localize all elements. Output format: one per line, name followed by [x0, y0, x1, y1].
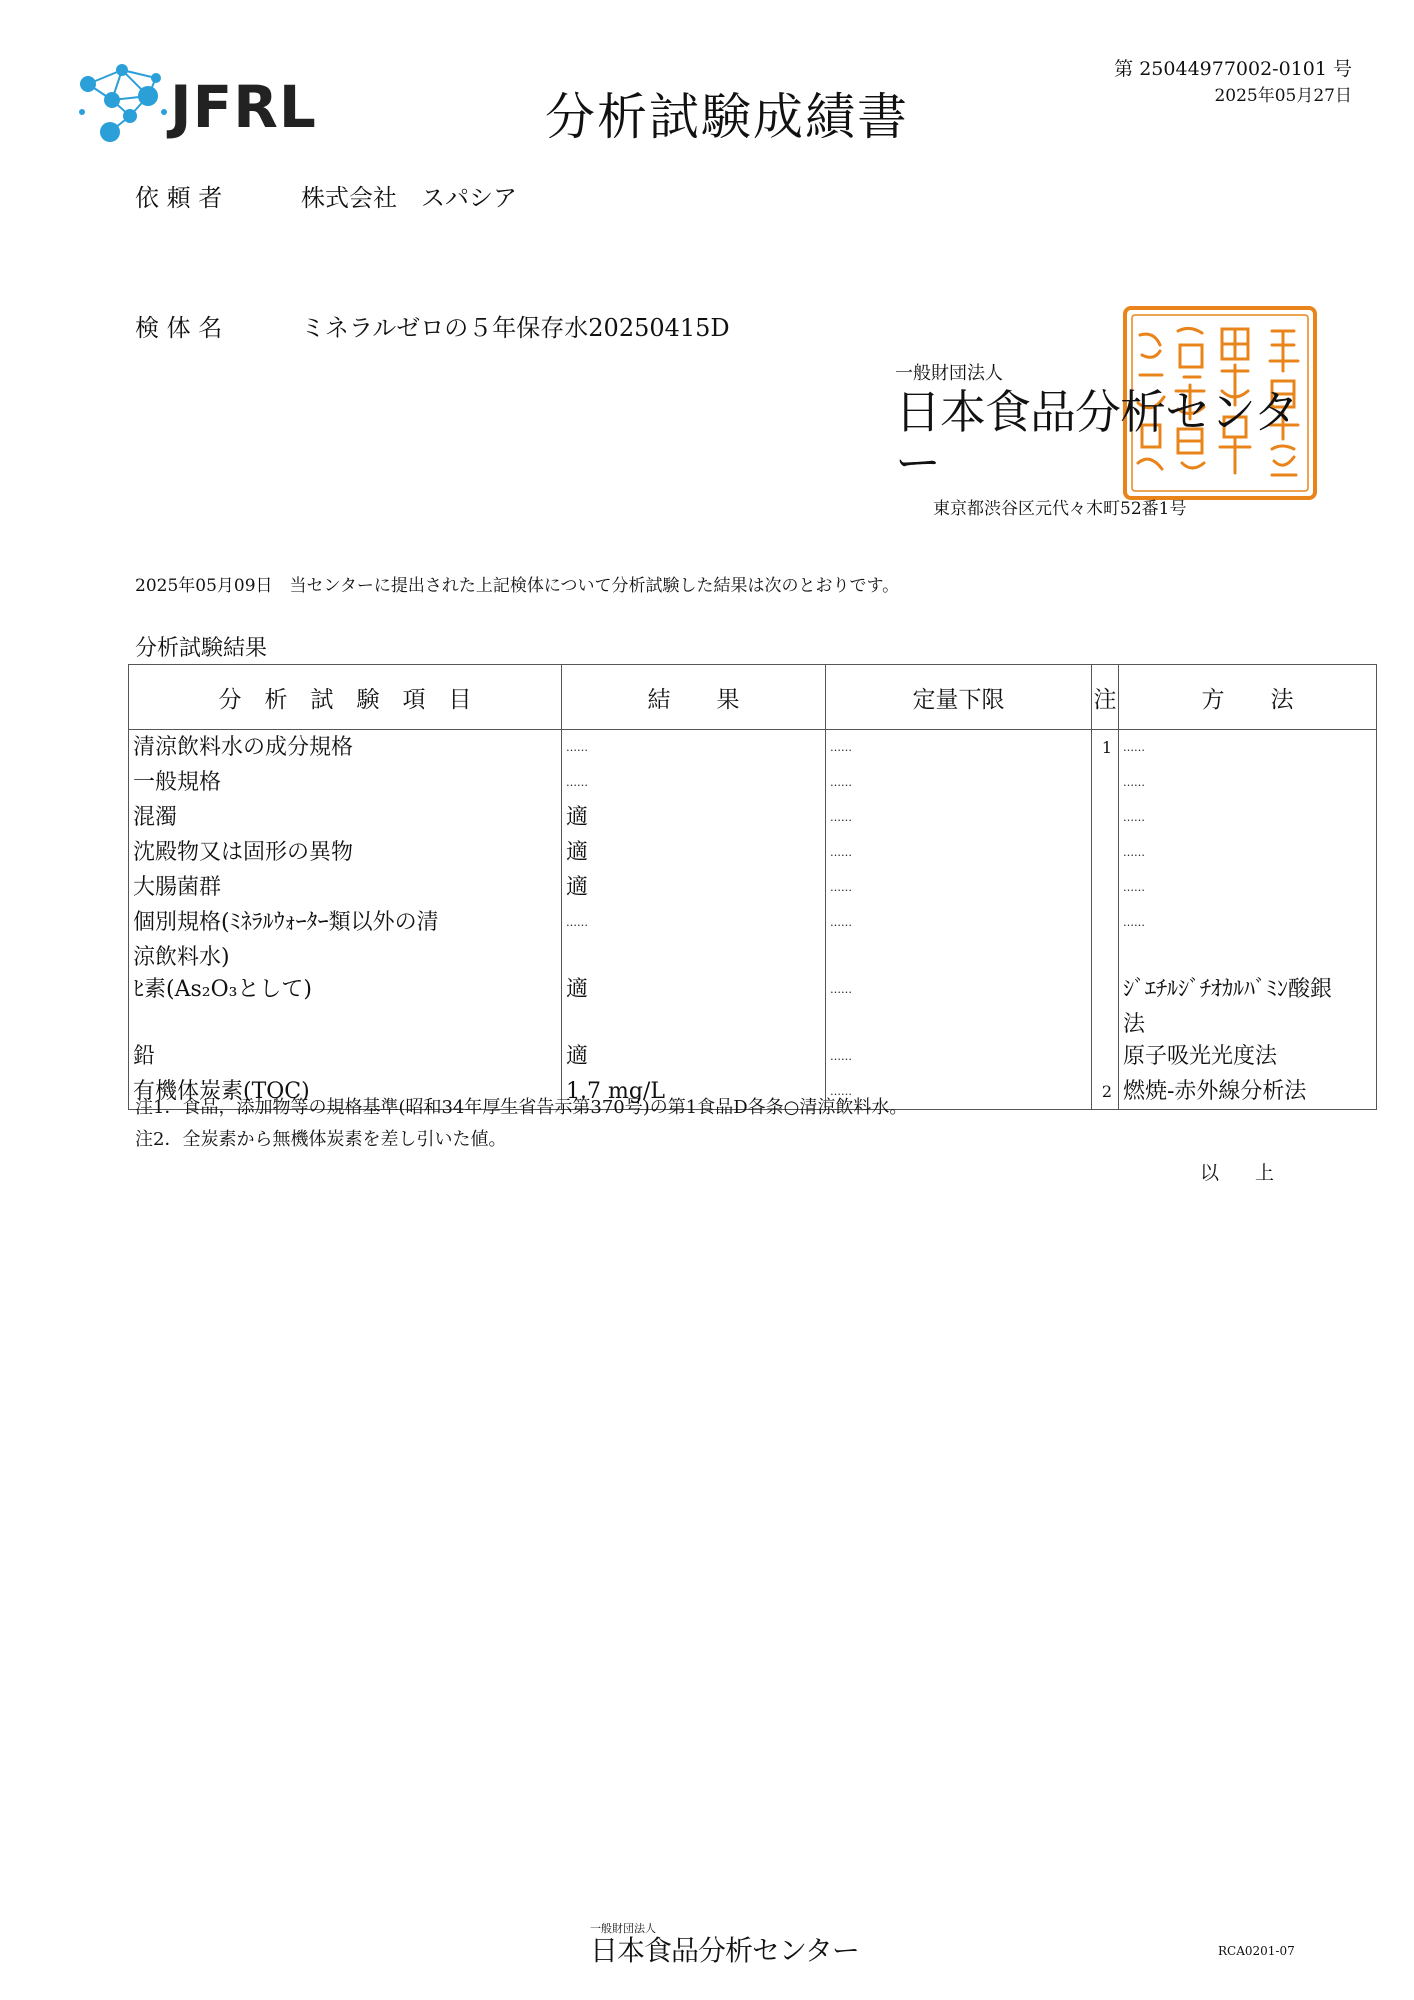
- result-method-cell-text: ……: [1123, 881, 1145, 894]
- result-method-cell: [1119, 730, 1377, 766]
- table-row: [129, 1007, 1377, 1039]
- result-note-cell: [1092, 1039, 1119, 1074]
- result-note-cell: [1092, 905, 1119, 940]
- result-method-cell: [1119, 1074, 1377, 1110]
- result-value-cell-text: ……: [566, 776, 588, 789]
- requester-label: 依 頼 者: [135, 184, 223, 212]
- column-header-item: 分 析 試 験 項 目: [129, 665, 562, 730]
- table-row: [129, 870, 1377, 905]
- result-method-cell-text: 原子吸光光度法: [1123, 1044, 1278, 1069]
- result-value-cell: [562, 730, 826, 766]
- result-item-cell-text: 個別規格(ﾐﾈﾗﾙｳｫｰﾀｰ類以外の清: [133, 910, 439, 935]
- document-number: 第 25044977002-0101 号: [1114, 58, 1352, 80]
- result-method-cell-text: 燃焼-赤外線分析法: [1123, 1079, 1307, 1104]
- column-header-result: 結 果: [562, 665, 826, 730]
- closing-mark: 以上: [1200, 1162, 1311, 1184]
- result-method-cell: [1119, 905, 1377, 940]
- result-item-cell-text: ﾋ素(As₂O₃として): [133, 977, 313, 1002]
- result-value-cell-text: 適: [566, 977, 589, 1002]
- result-limit-cell: [826, 730, 1092, 766]
- result-note-cell: [1092, 730, 1119, 766]
- result-value-cell: [562, 940, 826, 972]
- result-limit-cell: [826, 870, 1092, 905]
- footnote-1: 注1．食品，添加物等の規格基準(昭和34年厚生省告示第370号)の第1食品D各条○清涼飲料水。: [135, 1097, 908, 1118]
- result-method-cell: [1119, 1007, 1377, 1039]
- result-item-cell-text: 涼飲料水): [133, 945, 230, 970]
- sample-value: ミネラルゼロの５年保存水20250415D: [301, 314, 730, 342]
- table-row: [129, 730, 1377, 766]
- table-row: [129, 905, 1377, 940]
- result-item-cell: [129, 905, 562, 940]
- result-value-cell: [562, 870, 826, 905]
- result-value-cell: [562, 765, 826, 800]
- document-title: 分析試験成績書: [545, 88, 909, 146]
- result-note-cell: [1092, 835, 1119, 870]
- result-value-cell-text: ……: [566, 916, 588, 929]
- result-item-cell-text: 沈殿物又は固形の異物: [133, 840, 354, 865]
- table-row: [129, 800, 1377, 835]
- result-value-cell-text: 1.7 mg/L: [566, 1079, 665, 1104]
- requester-value: 株式会社 スパシア: [301, 184, 517, 212]
- result-note-cell: [1092, 1074, 1119, 1110]
- requester-field: [135, 186, 517, 210]
- document-date: 2025年05月27日: [1214, 86, 1352, 106]
- result-method-cell: [1119, 972, 1377, 1007]
- organization-block: [895, 365, 1335, 519]
- result-limit-cell-text: ……: [830, 1050, 852, 1063]
- column-header-limit: 定量下限: [826, 665, 1092, 730]
- result-limit-cell-text: ……: [830, 741, 852, 754]
- footnote-2: 注2．全炭素から無機体炭素を差し引いた値。: [135, 1129, 507, 1150]
- result-limit-cell: [826, 800, 1092, 835]
- result-note-cell: [1092, 765, 1119, 800]
- result-item-cell-text: 混濁: [133, 805, 178, 830]
- result-limit-cell: [826, 905, 1092, 940]
- results-body: [129, 730, 1377, 1110]
- result-item-cell: [129, 730, 562, 766]
- result-limit-cell: [826, 835, 1092, 870]
- footnotes: [135, 1092, 907, 1156]
- result-value-cell: [562, 800, 826, 835]
- sample-label: 検 体 名: [135, 314, 223, 342]
- footer-org-name: 日本食品分析センター: [590, 1934, 859, 1967]
- organization-name: 日本食品分析センター: [895, 385, 1299, 490]
- organization-type: 一般財団法人: [895, 363, 1003, 384]
- organization-address: 東京都渋谷区元代々木町52番1号: [933, 499, 1187, 520]
- result-method-cell: [1119, 765, 1377, 800]
- result-method-cell-text: 法: [1123, 1012, 1146, 1037]
- result-limit-cell: [826, 940, 1092, 972]
- result-value-cell-text: 適: [566, 1044, 589, 1069]
- result-method-cell: [1119, 940, 1377, 972]
- result-note-cell: [1092, 870, 1119, 905]
- result-limit-cell-text: ……: [830, 881, 852, 894]
- result-method-cell-text: ……: [1123, 776, 1145, 789]
- result-item-cell: [129, 835, 562, 870]
- statement-text: 2025年05月09日 当センターに提出された上記検体について分析試験した結果は次のとおりです。: [135, 576, 900, 596]
- result-method-cell: [1119, 1039, 1377, 1074]
- logo-text: JFRL: [170, 73, 317, 141]
- result-limit-cell-text: ……: [830, 811, 852, 824]
- result-limit-cell: [826, 1039, 1092, 1074]
- result-item-cell: [129, 870, 562, 905]
- result-value-cell: [562, 972, 826, 1007]
- result-limit-cell: [826, 972, 1092, 1007]
- result-method-cell: [1119, 800, 1377, 835]
- result-item-cell-text: 鉛: [133, 1044, 156, 1069]
- result-limit-cell: [826, 1007, 1092, 1039]
- result-item-cell: [129, 972, 562, 1007]
- result-item-cell-text: 有機体炭素(TOC): [133, 1079, 310, 1104]
- table-row: [129, 765, 1377, 800]
- result-limit-cell-text: ……: [830, 776, 852, 789]
- table-row: [129, 940, 1377, 972]
- result-method-cell-text: ……: [1123, 811, 1145, 824]
- form-code: RCA0201-07: [1218, 1944, 1295, 1958]
- result-item-cell: [129, 1007, 562, 1039]
- results-table: [128, 664, 1377, 1110]
- result-note-cell: [1092, 1007, 1119, 1039]
- result-note-cell-text: 2: [1101, 1082, 1113, 1101]
- column-header-method: 方 法: [1119, 665, 1377, 730]
- sample-name-field: [135, 316, 730, 340]
- result-item-cell-text: 一般規格: [133, 770, 222, 795]
- result-limit-cell-text: ……: [830, 916, 852, 929]
- result-method-cell-text: ｼﾞｴﾁﾙｼﾞﾁｵｶﾙﾊﾞﾐﾝ酸銀: [1123, 977, 1333, 1002]
- result-item-cell: [129, 940, 562, 972]
- result-item-cell: [129, 1039, 562, 1074]
- footer-org-type: 一般財団法人: [590, 1922, 656, 1935]
- result-note-cell: [1092, 940, 1119, 972]
- results-heading: 分析試験結果: [135, 636, 268, 661]
- result-value-cell: [562, 905, 826, 940]
- table-header-row: [129, 665, 1377, 730]
- result-limit-cell-text: ……: [830, 1085, 852, 1098]
- table-row: [129, 972, 1377, 1007]
- column-header-note: 注: [1092, 665, 1119, 730]
- result-limit-cell-text: ……: [830, 846, 852, 859]
- result-note-cell: [1092, 800, 1119, 835]
- result-item-cell-text: 清涼飲料水の成分規格: [133, 735, 354, 760]
- result-value-cell: [562, 835, 826, 870]
- result-note-cell-text: 1: [1101, 738, 1113, 757]
- result-value-cell-text: ……: [566, 741, 588, 754]
- result-method-cell-text: ……: [1123, 916, 1145, 929]
- result-item-cell: [129, 800, 562, 835]
- result-value-cell-text: 適: [566, 805, 589, 830]
- result-method-cell-text: ……: [1123, 846, 1145, 859]
- table-row: [129, 1039, 1377, 1074]
- result-limit-cell: [826, 765, 1092, 800]
- footer-organization: [590, 1920, 859, 1967]
- result-method-cell: [1119, 870, 1377, 905]
- result-note-cell: [1092, 972, 1119, 1007]
- result-value-cell-text: 適: [566, 875, 589, 900]
- result-method-cell: [1119, 835, 1377, 870]
- result-item-cell-text: 大腸菌群: [133, 875, 222, 900]
- result-value-cell: [562, 1007, 826, 1039]
- result-method-cell-text: ……: [1123, 741, 1145, 754]
- result-limit-cell-text: ……: [830, 983, 852, 996]
- result-item-cell: [129, 765, 562, 800]
- result-value-cell-text: 適: [566, 840, 589, 865]
- result-value-cell: [562, 1039, 826, 1074]
- table-row: [129, 835, 1377, 870]
